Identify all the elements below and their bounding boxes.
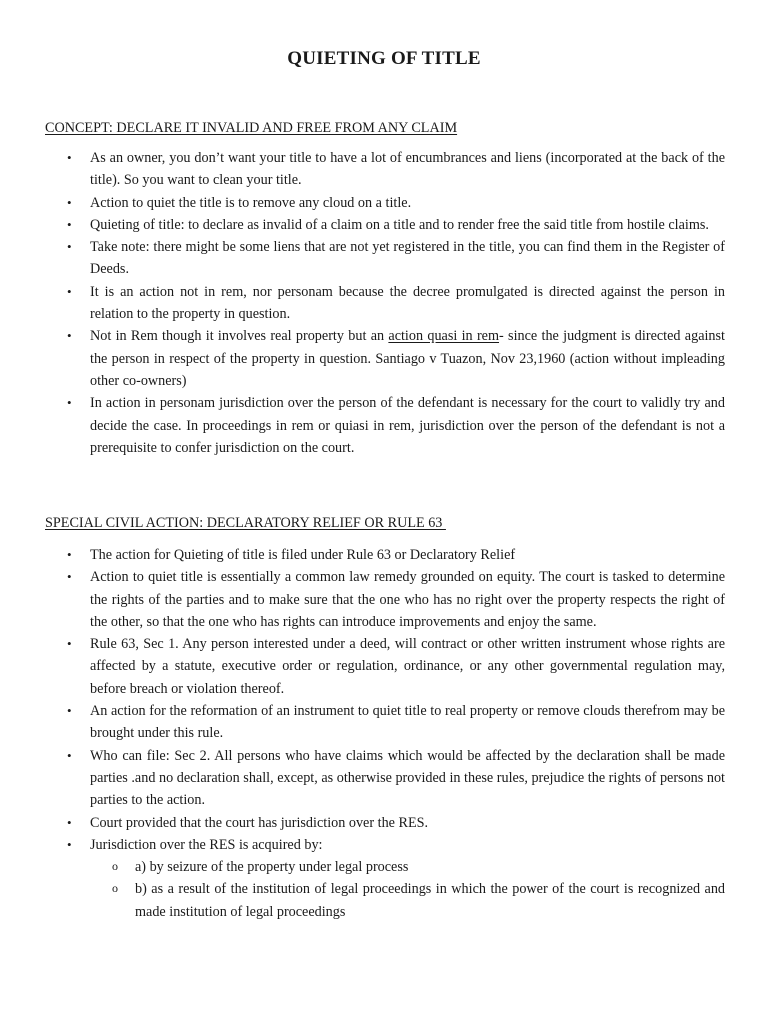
bullet-icon: • bbox=[67, 150, 72, 165]
list-item bbox=[45, 325, 725, 392]
document-title: QUIETING OF TITLE bbox=[287, 48, 481, 69]
bullet-icon: • bbox=[67, 569, 72, 585]
list-item-text: Who can file: Sec 2. All persons who have claims which would be affected by the declaration shall be made parties .and no declaration shall, except, as otherwise provided in these rules, prejudice the rights of persons not parties to the action. bbox=[90, 747, 725, 809]
circle-bullet-icon: o bbox=[112, 859, 118, 874]
list-item-text: Take note: there might be some liens that are not yet registered in the title, you can find them in the Register of Deeds. bbox=[90, 239, 725, 278]
list-item bbox=[45, 745, 725, 812]
jurisdiction-sub-list bbox=[90, 856, 725, 923]
list-item bbox=[45, 392, 725, 459]
list-item-text: As an owner, you don’t want your title to have a lot of encumbrances and liens (incorporated at the back of the title). So you want to clean your title. bbox=[90, 150, 725, 189]
bullet-icon: • bbox=[67, 194, 72, 210]
list-item-text-after: - since the judgment is directed against the person in respect of the property in question. Santiago v Tuazon, Nov 23,1960 (action without impleading other co-owners) bbox=[90, 328, 725, 389]
sub-list-item bbox=[90, 856, 725, 878]
bullet-icon: • bbox=[67, 239, 72, 255]
bullet-icon: • bbox=[67, 216, 72, 232]
list-item-text: An action for the reformation of an instrument to quiet title to real property or remove clouds therefrom may be brought under this rule. bbox=[90, 703, 725, 742]
list-item bbox=[45, 544, 725, 566]
list-item bbox=[45, 834, 725, 923]
list-item-text: It is an action not in rem, nor personam because the decree promulgated is directed against the person in relation to the property in question. bbox=[90, 283, 725, 323]
list-item-text: In action in personam jurisdiction over the person of the defendant is necessary for the court to validly try and decide the case. In proceedings in rem or quiasi in rem, jurisdiction over the person of the defendant is not a prerequisite to confer jurisdiction on the court. bbox=[90, 395, 725, 456]
bullet-icon: • bbox=[67, 395, 72, 411]
bullet-icon: • bbox=[67, 747, 72, 763]
section-heading-special-civil-action: SPECIAL CIVIL ACTION: DECLARATORY RELIEF OR RULE 63 bbox=[45, 515, 446, 531]
list-item-text: Action to quiet the title is to remove any cloud on a title. bbox=[90, 194, 412, 211]
list-item bbox=[45, 812, 725, 834]
list-item bbox=[45, 214, 725, 236]
list-item bbox=[45, 633, 725, 700]
sub-list-item-text: b) as a result of the institution of legal proceedings in which the power of the court is recognized and made institution of legal proceedings bbox=[135, 881, 725, 920]
bullet-icon: • bbox=[67, 636, 72, 652]
bullet-icon: • bbox=[67, 328, 72, 344]
list-item bbox=[45, 192, 725, 214]
list-item-text: The action for Quieting of title is filed under Rule 63 or Declaratory Relief bbox=[90, 547, 516, 563]
section-heading-concept: CONCEPT: DECLARE IT INVALID AND FREE FROM ANY CLAIM bbox=[45, 120, 458, 136]
bullet-icon: • bbox=[67, 836, 72, 852]
list-item-text: Jurisdiction over the RES is acquired by: bbox=[90, 836, 323, 853]
bullet-icon: • bbox=[67, 814, 72, 830]
sub-list-item bbox=[90, 878, 725, 923]
bullet-icon: • bbox=[67, 547, 72, 562]
concept-bullet-list bbox=[45, 147, 725, 459]
list-item bbox=[45, 236, 725, 281]
list-item-text: Court provided that the court has jurisdiction over the RES. bbox=[90, 814, 429, 831]
list-item-text: Rule 63, Sec 1. Any person interested under a deed, will contract or other written instrument whose rights are affected by a statute, executive order or regulation, ordinance, or any other governmental regulation may, before breach or violation thereof. bbox=[90, 636, 725, 697]
circle-bullet-icon: o bbox=[112, 881, 118, 896]
bullet-icon: • bbox=[67, 703, 72, 719]
list-item bbox=[45, 281, 725, 326]
list-item bbox=[45, 147, 725, 192]
special-civil-action-bullet-list bbox=[45, 544, 725, 923]
sub-list-item-text: a) by seizure of the property under legal process bbox=[135, 859, 409, 876]
list-item bbox=[45, 566, 725, 633]
bullet-icon: • bbox=[67, 283, 72, 299]
list-item-text: Quieting of title: to declare as invalid of a claim on a title and to render free the said title from hostile claims. bbox=[90, 216, 709, 233]
list-item bbox=[45, 700, 725, 745]
underlined-term: action quasi in rem bbox=[388, 328, 500, 345]
list-item-text: Action to quiet title is essentially a common law remedy grounded on equity. The court is tasked to determine the rights of the parties and to make sure that the one who has no right over the property respects the right of the other, so that the one who has rights can introduce improvements and enjoy the same. bbox=[90, 569, 725, 630]
list-item-text-before: Not in Rem though it involves real property but an bbox=[90, 328, 389, 345]
